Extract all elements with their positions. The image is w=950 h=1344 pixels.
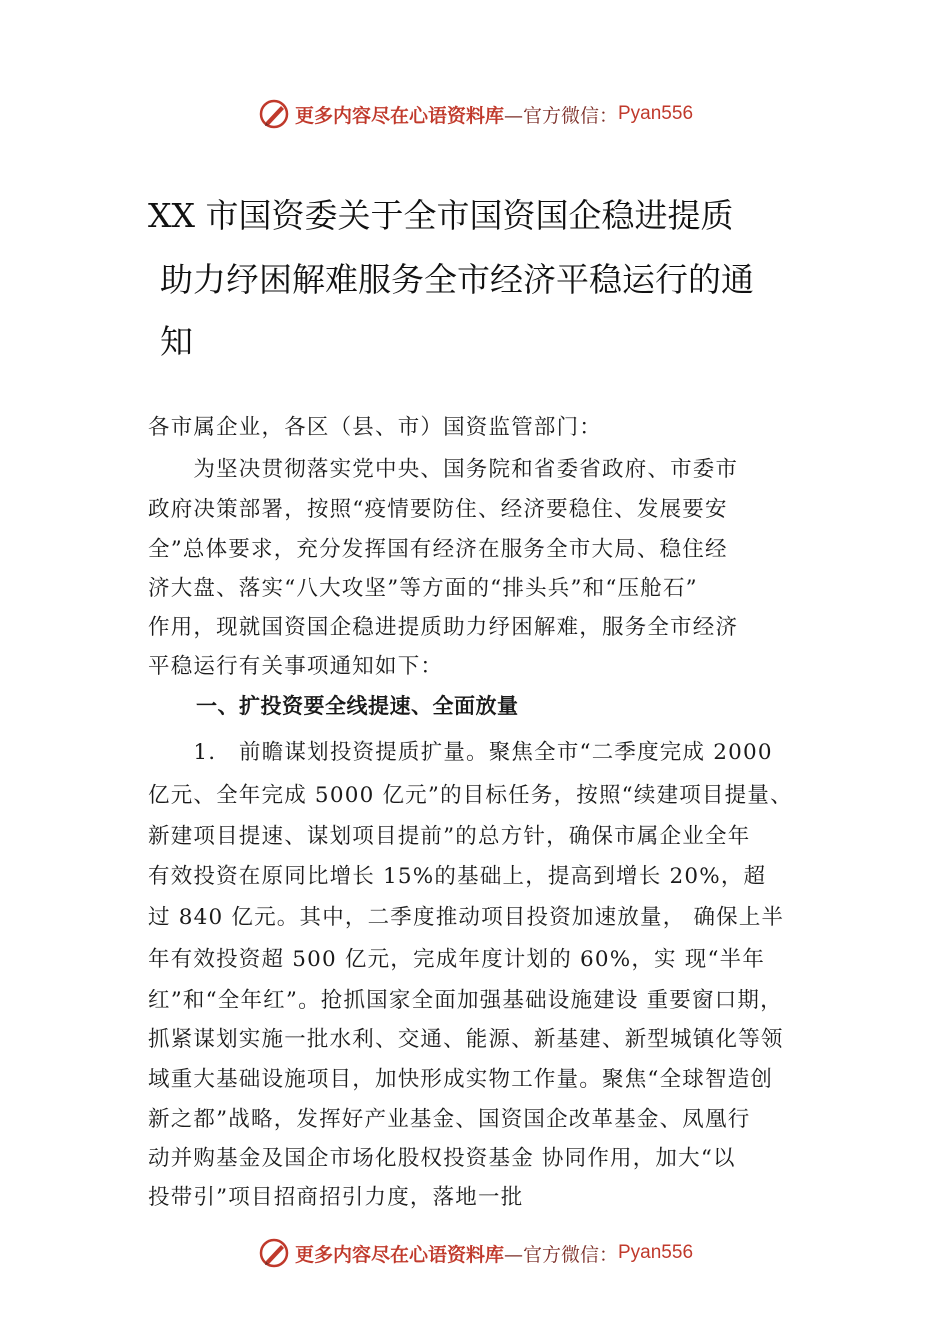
banner-wechat-label: —官方微信： [503, 104, 618, 127]
banner-wechat-id: Pyan556 [618, 1242, 694, 1263]
paragraph-line: 动并购基金及国企市场化股权投资基金 协同作用，加大“以 [148, 1146, 736, 1171]
paragraph-line: 红”和“全年红”。抢抓国家全面加强基础设施建设 重要窗口期， [148, 988, 783, 1013]
document-title-line-3: 知 [160, 322, 193, 361]
banner-library-text: 更多内容尽在心语资料库 [294, 1243, 504, 1266]
pen-logo-icon [257, 97, 291, 131]
paragraph-line: 投带引”项目招商招引力度，落地一批 [148, 1185, 524, 1210]
paragraph-line: 抓紧谋划实施一批水利、交通、能源、新基建、新型城镇化等领 [148, 1027, 784, 1052]
banner-library-text: 更多内容尽在心语资料库 [294, 104, 504, 127]
paragraph-line: 作用，现就国资国企稳进提质助力纾困解难，服务全市经济 [148, 615, 739, 640]
section-heading-1: 一、扩投资要全线提速、全面放量 [196, 694, 519, 718]
paragraph-line: 域重大基础设施项目，加快形成实物工作量。聚焦“全球智造创 [148, 1067, 774, 1092]
paragraph-line: 新建项目提速、谋划项目提前”的总方针，确保市属企业全年 [148, 824, 751, 849]
pen-logo-icon [257, 1236, 291, 1270]
paragraph-line: 济大盘、落实“八大攻坚”等方面的“排头兵”和“压舱石” [148, 576, 698, 601]
footer-watermark-banner [0, 1233, 950, 1273]
salutation: 各市属企业，各区（县、市）国资监管部门： [148, 415, 603, 440]
banner-wechat-label: —官方微信： [503, 1243, 618, 1266]
paragraph-line: 有效投资在原同比增长 15%的基础上，提高到增长 20%，超 [148, 864, 767, 889]
paragraph-line: 全”总体要求，充分发挥国有经济在服务全市大局、稳住经 [148, 537, 728, 562]
document-title-line-1: XX 市国资委关于全市国资国企稳进提质 [148, 196, 734, 235]
paragraph-line: 为坚决贯彻落实党中央、国务院和省委省政府、市委市 [148, 457, 739, 482]
paragraph-line: 1. 前瞻谋划投资提质扩量。聚焦全市“二季度完成 2000 [148, 740, 773, 765]
paragraph-line: 政府决策部署，按照“疫情要防住、经济要稳住、发展要安 [148, 497, 728, 522]
paragraph-line: 新之都”战略，发挥好产业基金、国资国企改革基金、凤凰行 [148, 1107, 751, 1132]
paragraph-line: 亿元、全年完成 5000 亿元”的目标任务，按照“续建项目提量、 [148, 783, 793, 808]
paragraph-line: 过 840 亿元。其中，二季度推动项目投资加速放量， 确保上半 [148, 905, 785, 930]
paragraph-line: 平稳运行有关事项通知如下： [148, 654, 444, 679]
paragraph-line: 年有效投资超 500 亿元，完成年度计划的 60%，实 现“半年 [148, 947, 766, 972]
header-watermark-banner [0, 94, 950, 134]
banner-wechat-id: Pyan556 [618, 103, 694, 124]
document-title-line-2: 助力纾困解难服务全市经济平稳运行的通 [160, 260, 754, 299]
